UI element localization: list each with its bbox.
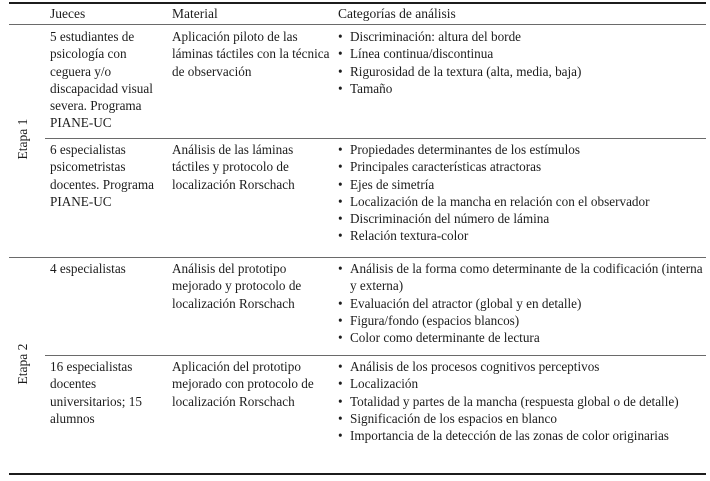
list-item: • Localización de la mancha en relación con el observador <box>338 193 704 210</box>
list-item: • Localización <box>338 375 704 392</box>
list-item: • Principales características atractoras <box>338 158 704 175</box>
list-item: • Figura/fondo (espacios blancos) <box>338 312 704 329</box>
header-material: Material <box>172 6 218 21</box>
top-rule <box>9 2 706 4</box>
row-1-material: Aplicación piloto de las láminas táctiles con la técnica de observación <box>172 29 330 79</box>
bottom-rule <box>9 473 706 475</box>
header-categorias: Categorías de análisis <box>338 6 456 21</box>
list-item: • Relación textura-color <box>338 227 704 244</box>
row-rule <box>45 138 706 139</box>
list-item: • Línea continua/discontinua <box>338 45 704 62</box>
list-item: • Evaluación del atractor (global y en detalle) <box>338 295 704 312</box>
row-3-jueces: 4 especialistas <box>50 261 126 276</box>
list-item: • Análisis de los procesos cognitivos perceptivos <box>338 358 704 375</box>
row-1-categorias <box>338 28 704 97</box>
row-2-jueces: 6 especialistas psicometristas docentes. Programa PIANE-UC <box>50 142 154 209</box>
header-rule <box>9 24 706 25</box>
row-4-jueces: 16 especialistas docentes universitarios; 15 alumnos <box>50 359 142 426</box>
list-item: • Importancia de la detección de las zonas de color originarias <box>338 427 704 444</box>
stage-rule <box>9 257 706 258</box>
row-3-material: Análisis del prototipo mejorado y protocolo de localización Rorschach <box>172 261 302 311</box>
list-item: • Discriminación: altura del borde <box>338 28 704 45</box>
list-item: • Discriminación del número de lámina <box>338 210 704 227</box>
stage-label-2: Etapa 2 <box>15 343 30 385</box>
list-item: • Totalidad y partes de la mancha (respuesta global o de detalle) <box>338 393 704 410</box>
header-jueces: Jueces <box>50 6 86 21</box>
list-item: • Propiedades determinantes de los estímulos <box>338 141 704 158</box>
list-item: • Rigurosidad de la textura (alta, media, baja) <box>338 63 704 80</box>
list-item: • Tamaño <box>338 80 704 97</box>
row-3-categorias <box>338 260 704 346</box>
row-2-categorias <box>338 141 704 245</box>
list-item: • Significación de los espacios en blanco <box>338 410 704 427</box>
row-1-jueces: 5 estudiantes de psicología con ceguera y/o discapacidad visual severa. Programa PIANE-UC <box>50 29 153 131</box>
row-2-material: Análisis de las láminas táctiles y protocolo de localización Rorschach <box>172 142 295 192</box>
list-item: • Análisis de la forma como determinante de la codificación (interna y externa) <box>338 260 704 295</box>
row-rule <box>45 355 706 356</box>
row-4-material: Aplicación del prototipo mejorado con protocolo de localización Rorschach <box>172 359 314 409</box>
list-item: • Color como determinante de lectura <box>338 329 704 346</box>
list-item: • Ejes de simetría <box>338 176 704 193</box>
row-4-categorias <box>338 358 704 444</box>
stage-label-1: Etapa 1 <box>15 118 30 160</box>
